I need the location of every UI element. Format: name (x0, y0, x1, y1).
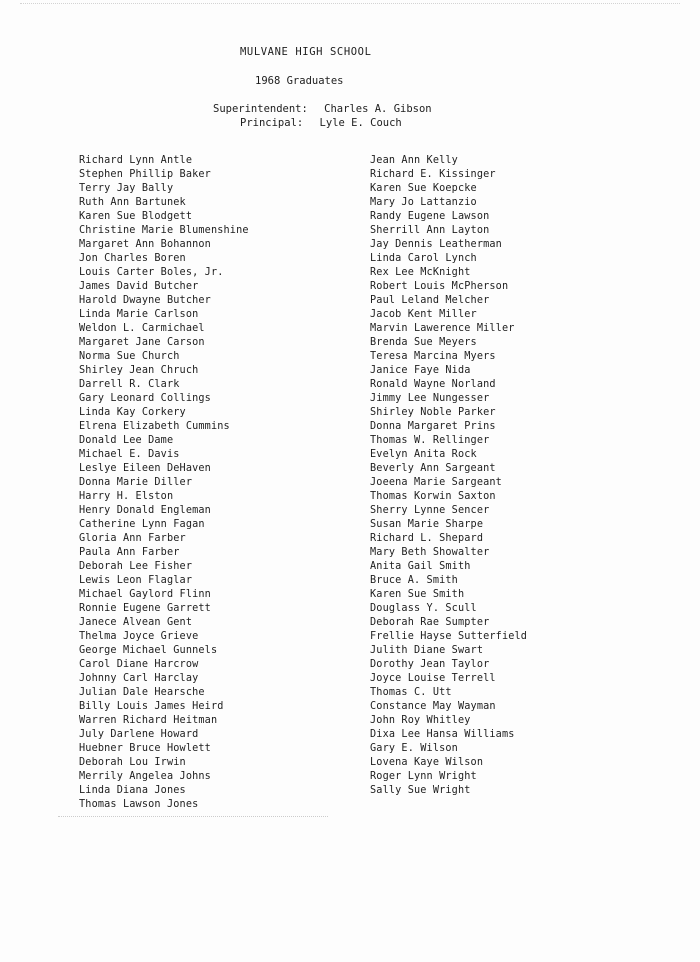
graduate-name: Thomas W. Rellinger (370, 435, 490, 446)
graduate-name: Catherine Lynn Fagan (79, 519, 205, 530)
graduate-name: Gary Leonard Collings (79, 393, 211, 404)
graduate-name: Robert Louis McPherson (370, 281, 509, 292)
graduate-name: Anita Gail Smith (370, 561, 471, 572)
graduate-name: Elrena Elizabeth Cummins (79, 421, 230, 432)
graduate-name: Terry Jay Bally (79, 183, 174, 194)
graduate-name: Jean Ann Kelly (370, 155, 458, 166)
graduate-name: Randy Eugene Lawson (370, 211, 490, 222)
graduate-name: Shirley Jean Chruch (79, 365, 199, 376)
graduate-name: Rex Lee McKnight (370, 267, 471, 278)
superintendent-name: Charles A. Gibson (324, 103, 432, 115)
graduate-name: Roger Lynn Wright (370, 771, 477, 782)
graduate-name: Deborah Rae Sumpter (370, 617, 490, 628)
graduate-name: Gary E. Wilson (370, 743, 458, 754)
graduate-name: Joyce Louise Terrell (370, 673, 496, 684)
graduate-name: Sally Sue Wright (370, 785, 471, 796)
graduate-name: Norma Sue Church (79, 351, 180, 362)
graduate-name: Leslye Eileen DeHaven (79, 463, 211, 474)
graduate-name: July Darlene Howard (79, 729, 199, 740)
graduate-name: Donald Lee Dame (79, 435, 174, 446)
graduate-name: Constance May Wayman (370, 701, 496, 712)
graduate-name: Evelyn Anita Rock (370, 449, 477, 460)
graduate-name: Jimmy Lee Nungesser (370, 393, 490, 404)
graduate-name: Joeena Marie Sargeant (370, 477, 502, 488)
graduate-name: Louis Carter Boles, Jr. (79, 267, 224, 278)
superintendent-role: Superintendent: (213, 103, 308, 115)
graduates-list-left (79, 154, 319, 812)
graduate-name: Dixa Lee Hansa Williams (370, 729, 515, 740)
graduate-name: Henry Donald Engleman (79, 505, 211, 516)
graduate-name: Harold Dwayne Butcher (79, 295, 211, 306)
graduate-name: Karen Sue Blodgett (79, 211, 193, 222)
graduate-name: Dorothy Jean Taylor (370, 659, 490, 670)
principal-role: Principal: (240, 117, 304, 129)
graduate-name: Thomas C. Utt (370, 687, 452, 698)
graduate-name: Julian Dale Hearsche (79, 687, 205, 698)
graduate-name: Linda Carol Lynch (370, 253, 477, 264)
graduate-name: Deborah Lee Fisher (79, 561, 193, 572)
graduate-name: Deborah Lou Irwin (79, 757, 186, 768)
graduate-name: Linda Diana Jones (79, 785, 186, 796)
graduate-name: John Roy Whitley (370, 715, 471, 726)
graduate-name: Ronnie Eugene Garrett (79, 603, 211, 614)
graduate-name: Huebner Bruce Howlett (79, 743, 211, 754)
graduate-name: Sherry Lynne Sencer (370, 505, 490, 516)
graduate-name: Thomas Korwin Saxton (370, 491, 496, 502)
graduate-name: Richard L. Shepard (370, 533, 484, 544)
graduate-name: Beverly Ann Sargeant (370, 463, 496, 474)
graduate-name: Johnny Carl Harclay (79, 673, 199, 684)
scan-artifact-top (20, 3, 680, 5)
graduates-list-right (370, 154, 650, 798)
principal-name: Lyle E. Couch (319, 117, 402, 129)
graduate-name: Paul Leland Melcher (370, 295, 490, 306)
graduate-name: Donna Margaret Prins (370, 421, 496, 432)
graduate-name: Richard E. Kissinger (370, 169, 496, 180)
graduate-name: Paula Ann Farber (79, 547, 180, 558)
graduate-name: Lewis Leon Flaglar (79, 575, 193, 586)
graduate-name: Carol Diane Harcrow (79, 659, 199, 670)
graduate-name: Richard Lynn Antle (79, 155, 193, 166)
graduate-name: Michael E. Davis (79, 449, 180, 460)
graduate-name: Mary Beth Showalter (370, 547, 490, 558)
graduate-name: Michael Gaylord Flinn (79, 589, 211, 600)
graduate-name: Gloria Ann Farber (79, 533, 186, 544)
principal-line (240, 117, 402, 129)
graduate-name: Margaret Jane Carson (79, 337, 205, 348)
graduate-name: George Michael Gunnels (79, 645, 218, 656)
graduate-name: Thomas Lawson Jones (79, 799, 199, 810)
graduate-name: Billy Louis James Heird (79, 701, 224, 712)
graduate-name: Susan Marie Sharpe (370, 519, 484, 530)
graduate-name: Jon Charles Boren (79, 253, 186, 264)
graduate-name: Karen Sue Koepcke (370, 183, 477, 194)
graduate-name: Weldon L. Carmichael (79, 323, 205, 334)
graduate-name: Jay Dennis Leatherman (370, 239, 502, 250)
graduate-name: Marvin Lawerence Miller (370, 323, 515, 334)
graduate-name: Merrily Angelea Johns (79, 771, 211, 782)
graduate-name: Ronald Wayne Norland (370, 379, 496, 390)
graduate-name: Mary Jo Lattanzio (370, 197, 477, 208)
graduate-name: Darrell R. Clark (79, 379, 180, 390)
graduate-name: Karen Sue Smith (370, 589, 465, 600)
graduate-name: Bruce A. Smith (370, 575, 458, 586)
graduate-name: James David Butcher (79, 281, 199, 292)
graduate-name: Warren Richard Heitman (79, 715, 218, 726)
graduate-name: Sherrill Ann Layton (370, 225, 490, 236)
graduate-name: Jacob Kent Miller (370, 309, 477, 320)
graduate-name: Frellie Hayse Sutterfield (370, 631, 528, 642)
graduate-name: Shirley Noble Parker (370, 407, 496, 418)
graduate-name: Linda Kay Corkery (79, 407, 186, 418)
school-title: MULVANE HIGH SCHOOL (240, 46, 372, 58)
graduate-name: Linda Marie Carlson (79, 309, 199, 320)
graduate-name: Margaret Ann Bohannon (79, 239, 211, 250)
graduate-name: Teresa Marcina Myers (370, 351, 496, 362)
graduate-name: Lovena Kaye Wilson (370, 757, 484, 768)
graduate-name: Douglass Y. Scull (370, 603, 477, 614)
graduates-year-heading: 1968 Graduates (255, 75, 344, 87)
graduate-name: Julith Diane Swart (370, 645, 484, 656)
graduate-name: Brenda Sue Meyers (370, 337, 477, 348)
graduate-name: Janice Faye Nida (370, 365, 471, 376)
graduate-name: Janece Alvean Gent (79, 617, 193, 628)
graduate-name: Christine Marie Blumenshine (79, 225, 249, 236)
superintendent-line (213, 103, 432, 115)
graduate-name: Harry H. Elston (79, 491, 174, 502)
graduate-name: Donna Marie Diller (79, 477, 193, 488)
graduate-name: Ruth Ann Bartunek (79, 197, 186, 208)
scan-artifact-bottom (58, 816, 328, 818)
graduate-name: Thelma Joyce Grieve (79, 631, 199, 642)
graduate-name: Stephen Phillip Baker (79, 169, 211, 180)
